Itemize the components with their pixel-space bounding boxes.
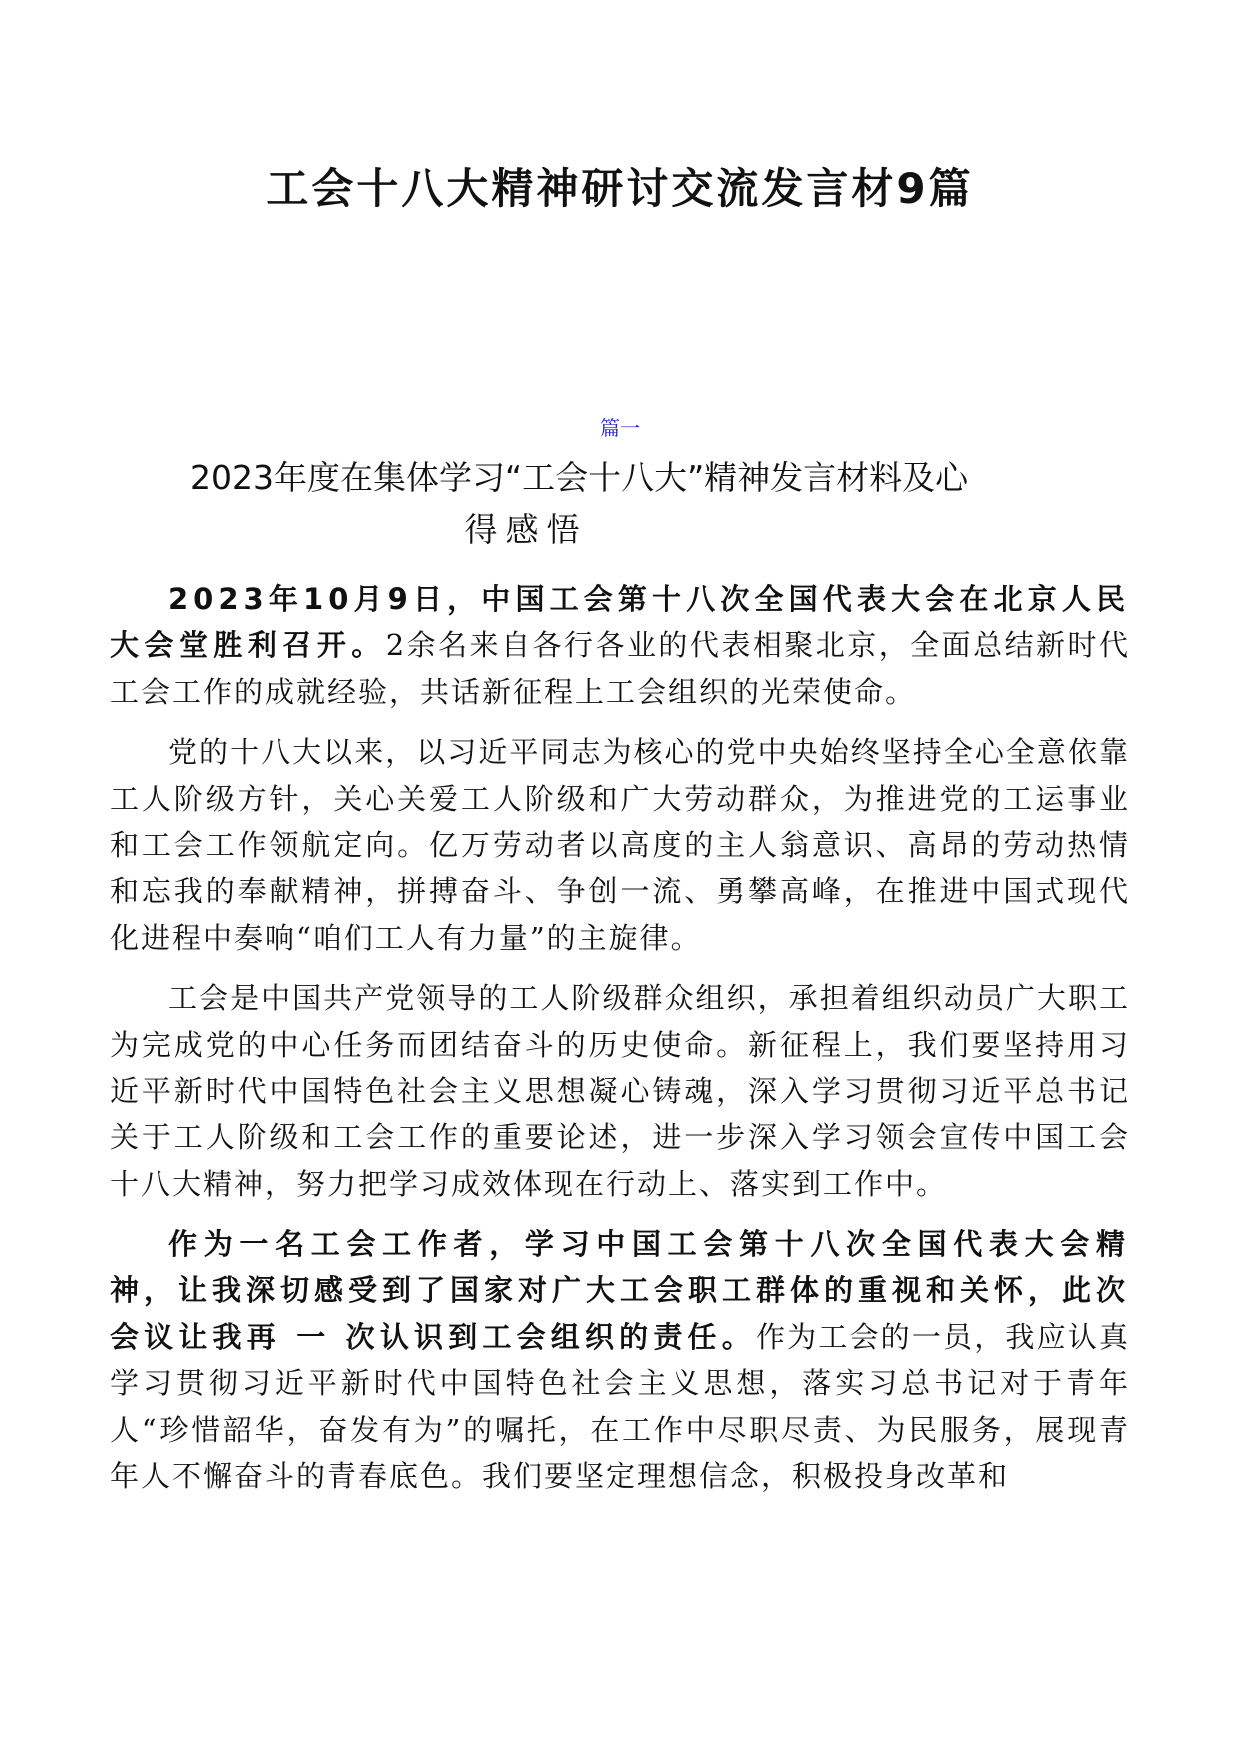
- paragraph-2-text: 党的十八大以来，以习近平同志为核心的党中央始终坚持全心全意依靠工人阶级方针，关心关爱工人阶级和广大劳动群众，为推进党的工运事业和工会工作领航定向。亿万劳动者以高度的主人翁意识、高昂的劳动热情和忘我的奉献精神，拼搏奋斗、争创一流、勇攀高峰，在推进中国式现代化进程中奏响“咱们工人有力量”的主旋律。: [110, 735, 1130, 955]
- article-title-line1: 2023年度在集体学习“工会十八大”精神发言材料及心: [190, 458, 969, 497]
- paragraph-4: [110, 1221, 1130, 1499]
- paragraph-1-bold: 2023年10月9日，中国工会第十八次全国代表大会在北京人民大会堂胜利召开。: [110, 582, 1130, 663]
- section-link[interactable]: 篇一: [600, 416, 640, 440]
- paragraph-1: [110, 576, 1130, 715]
- paragraph-3-text: 工会是中国共产党领导的工人阶级群众组织，承担着组织动员广大职工为完成党的中心任务而团结奋斗的历史使命。新征程上，我们要坚持用习近平新时代中国特色社会主义思想凝心铸魂，深入学习贯彻习近平总书记关于工人阶级和工会工作的重要论述，进一步深入学习领会宣传中国工会十八大精神，努力把学习成效体现在行动上、落实到工作中。: [110, 981, 1130, 1201]
- paragraph-2: [110, 729, 1130, 961]
- paragraph-4-bold: 作为一名工会工作者，学习中国工会第十八次全国代表大会精神，让我深切感受到了国家对广大工会职工群体的重视和关怀，此次会议让我再 一 次认识到工会组织的责任。: [110, 1227, 1131, 1354]
- paragraph-3: [110, 975, 1130, 1207]
- article-title-line2: 得感悟: [464, 509, 588, 549]
- article-body: [110, 576, 1130, 1513]
- paragraph-4-text: 作为工会的一员，我应认真学习贯彻习近平新时代中国特色社会主义思想，落实习总书记对于青年人“珍惜韶华，奋发有为”的嘱托，在工作中尽职尽责、为民服务，展现青年人不懈奋斗的青春底色。我们要坚定理想信念，积极投身改革和: [110, 1319, 1130, 1494]
- document-title: 工会十八大精神研讨交流发言材9篇: [266, 164, 974, 213]
- article-title: [190, 453, 1150, 554]
- paragraph-1-text: 2余名来自各行各业的代表相聚北京，全面总结新时代工会工作的成就经验，共话新征程上工会组织的光荣使命。: [110, 628, 1130, 709]
